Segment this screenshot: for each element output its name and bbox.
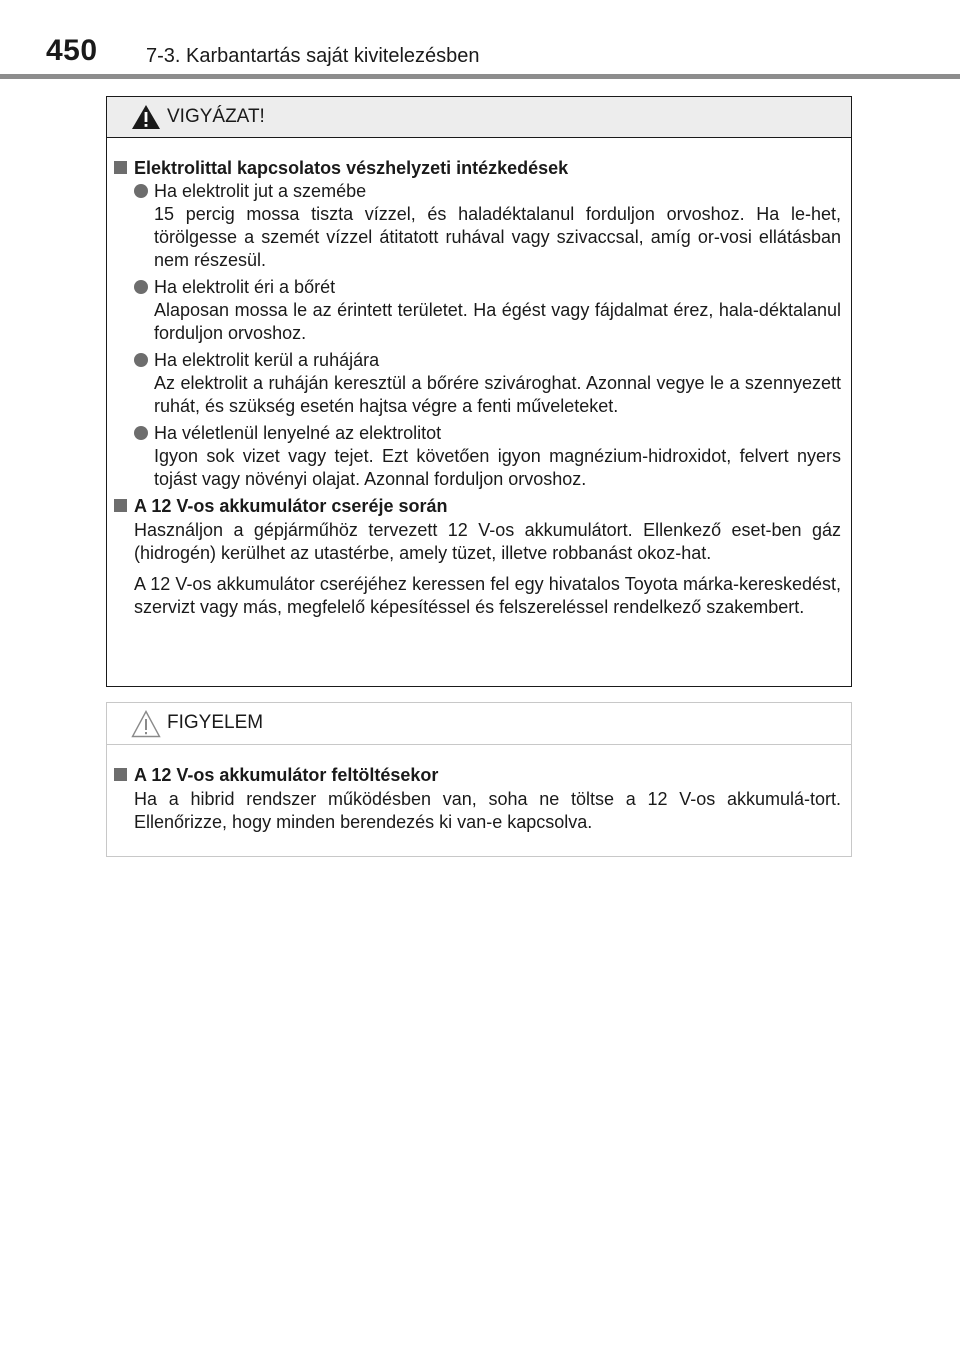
item-title: Ha elektrolit kerül a ruhájára (154, 350, 380, 370)
page-number: 450 (46, 34, 98, 67)
warning-triangle-icon (131, 104, 161, 130)
warning-body (107, 138, 851, 619)
item-title: Ha elektrolit jut a szemébe (154, 181, 367, 201)
section-heading-text: Elektrolittal kapcsolatos vészhelyzeti intézkedések (134, 158, 569, 178)
item-title: Ha elektrolit éri a bőrét (154, 277, 336, 297)
header-rule (0, 74, 960, 79)
item-text: Igyon sok vizet vagy tejet. Ezt követően igyon magnézium-hidroxidot, felvert nyers tojást vagy növényi olajat. Azonnal forduljon orvoshoz. (154, 446, 841, 489)
list-item (114, 276, 841, 345)
item-text: 15 percig mossa tiszta vízzel, és haladéktalanul forduljon orvoshoz. Ha le-het, törölgesse a szemét vízzel átitatott ruhával vagy szivaccsal, amíg or-vosi ellátásban nem részesül. (154, 204, 841, 270)
section-heading (114, 157, 841, 180)
page-header (0, 0, 960, 80)
notice-title: FIGYELEM (167, 712, 264, 733)
round-bullet-icon (134, 353, 148, 367)
item-text: Az elektrolit a ruháján keresztül a bőrére szivároghat. Azonnal vegye le a szennyezett ruhát, és szükség esetén hajtsa végre a fenti műveleteket. (154, 373, 841, 416)
square-bullet-icon (114, 161, 127, 174)
warning-header (107, 97, 851, 138)
round-bullet-icon (134, 280, 148, 294)
item-title: Ha véletlenül lenyelné az elektrolitot (154, 423, 442, 443)
notice-header (107, 703, 851, 745)
section-heading-text: A 12 V-os akkumulátor cseréje során (134, 496, 448, 516)
warning-box (106, 96, 852, 687)
section-heading (114, 495, 841, 518)
item-text: Alaposan mossa le az érintett területet. Ha égést vagy fájdalmat érez, hala-déktalanul forduljon orvoshoz. (154, 300, 841, 343)
caution-triangle-icon (131, 710, 161, 738)
square-bullet-icon (114, 499, 127, 512)
section-title: 7-3. Karbantartás saját kivitelezésben (146, 45, 480, 67)
round-bullet-icon (134, 426, 148, 440)
list-item (114, 349, 841, 418)
list-item (114, 422, 841, 491)
round-bullet-icon (134, 184, 148, 198)
warning-title: VIGYÁZAT! (167, 106, 265, 127)
paragraph: Ha a hibrid rendszer működésben van, soha ne töltse a 12 V-os akkumulá-tort. Ellenőrizze, hogy minden berendezés ki van-e kapcsolva. (134, 789, 841, 832)
list-item (114, 180, 841, 272)
paragraph: A 12 V-os akkumulátor cseréjéhez keressen fel egy hivatalos Toyota márka-kereskedést, szervizt vagy más, megfelelő képesítéssel és felszereléssel rendelkező szakembert. (134, 574, 841, 617)
section-heading (114, 764, 841, 787)
notice-body (107, 745, 851, 834)
paragraph: Használjon a gépjárműhöz tervezett 12 V-os akkumulátort. Ellenkező eset-ben gáz (hidrogén) kerülhet az utastérbe, amely tüzet, illetve robbanást okoz-hat. (134, 520, 841, 563)
notice-box (106, 702, 852, 857)
square-bullet-icon (114, 768, 127, 781)
section-heading-text: A 12 V-os akkumulátor feltöltésekor (134, 765, 439, 785)
